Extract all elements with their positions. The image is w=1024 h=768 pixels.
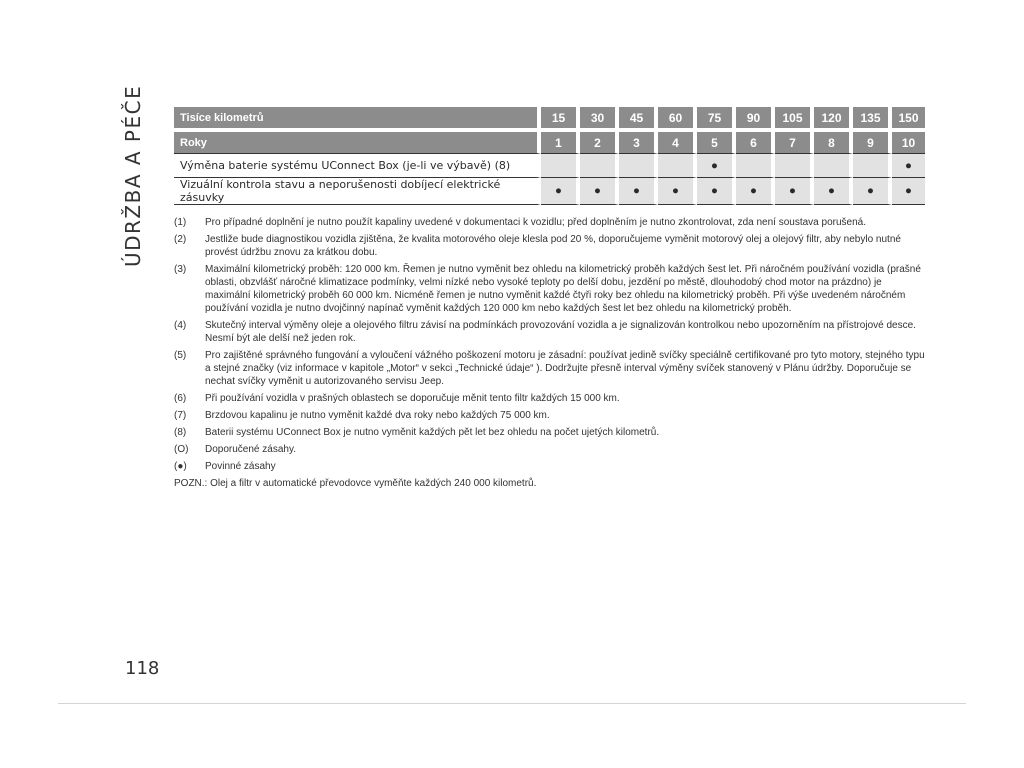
footnote-number: (2) bbox=[174, 234, 187, 245]
table-cell: 15 bbox=[541, 107, 580, 132]
maintenance-table bbox=[174, 107, 925, 205]
footnote-number: (3) bbox=[174, 264, 187, 275]
bottom-divider bbox=[58, 703, 966, 704]
row-label: Tisíce kilometrů bbox=[174, 107, 541, 132]
footnote-item bbox=[174, 460, 926, 473]
table-cell: ● bbox=[736, 178, 775, 205]
table-cell: ● bbox=[697, 178, 736, 205]
table-cell: 75 bbox=[697, 107, 736, 132]
table-cell bbox=[736, 154, 775, 178]
table-cell bbox=[814, 154, 853, 178]
table-cell: 10 bbox=[892, 132, 925, 154]
table-cell: 150 bbox=[892, 107, 925, 132]
footnote-text: Pro případné doplnění je nutno použít kapaliny uvedené v dokumentaci k vozidlu; před doplněním je nutno zkontrolovat, zda není soustava porušená. bbox=[205, 217, 866, 228]
table-cell: ● bbox=[814, 178, 853, 205]
footnote-text: Pro zajištěné správného fungování a vyloučení vážného poškození motoru je zásadní: používat jedině svíčky speciálně certifikované pro tyto motory, stejného typu a stejné značky (viz informace v kapitole „Motor“ v sekci „Technické údaje“ ). Dodržujte přesně interval výměny svíček stanovený v Plánu údržby. Doporučuje se nechat svíčky vyměnit u autorizovaného servisu Jeep. bbox=[205, 350, 925, 387]
section-title: ÚDRŽBA A PÉČE bbox=[121, 84, 145, 267]
table-cell: ● bbox=[619, 178, 658, 205]
table-cell: 135 bbox=[853, 107, 892, 132]
row-label: Vizuální kontrola stavu a neporušenosti dobíjecí elektrické zásuvky bbox=[174, 178, 541, 205]
table-cell: ● bbox=[853, 178, 892, 205]
table-row bbox=[174, 154, 925, 178]
row-label: Výměna baterie systému UConnect Box (je-li ve výbavě) (8) bbox=[174, 154, 541, 178]
footnote-text: Povinné zásahy bbox=[205, 461, 276, 472]
table-cell bbox=[619, 154, 658, 178]
table-cell: 45 bbox=[619, 107, 658, 132]
footnote-item bbox=[174, 263, 926, 315]
footnote-number: (O) bbox=[174, 444, 189, 455]
table-row bbox=[174, 178, 925, 205]
table-cell: 4 bbox=[658, 132, 697, 154]
table-cell: ● bbox=[697, 154, 736, 178]
footnote-text: Doporučené zásahy. bbox=[205, 444, 296, 455]
table-cell: ● bbox=[541, 178, 580, 205]
footnote-text: Při používání vozidla v prašných oblastech se doporučuje měnit tento filtr každých 15 000 km. bbox=[205, 393, 620, 404]
footnote-number: (6) bbox=[174, 393, 187, 404]
header-row-years bbox=[174, 132, 925, 154]
footnote-item bbox=[174, 216, 926, 229]
footnote-number: (7) bbox=[174, 410, 187, 421]
table-cell bbox=[853, 154, 892, 178]
footnote-item bbox=[174, 443, 926, 456]
table-cell: 6 bbox=[736, 132, 775, 154]
table-cell: 5 bbox=[697, 132, 736, 154]
footnote-text: Skutečný interval výměny oleje a olejového filtru závisí na podmínkách provozování vozidla a je signalizován kontrolkou nebo upozorněním na přístrojové desce. Nesmí být ale delší než jeden rok. bbox=[205, 320, 916, 344]
footnote-text: Jestliže bude diagnostikou vozidla zjištěna, že kvalita motorového oleje klesla pod 20 %, doporučujeme vyměnit motorový olej a olejový filtr, aby nebylo nutné provést údržbu znovu za krátkou dobu. bbox=[205, 234, 901, 258]
footnote-item bbox=[174, 233, 926, 259]
table-cell: ● bbox=[658, 178, 697, 205]
footnote-text: Baterii systému UConnect Box je nutno vyměnit každých pět let bez ohledu na počet ujetých kilometrů. bbox=[205, 427, 660, 438]
table-cell: 2 bbox=[580, 132, 619, 154]
table-cell bbox=[658, 154, 697, 178]
table-cell: ● bbox=[892, 154, 925, 178]
table-cell: 30 bbox=[580, 107, 619, 132]
page-number: 118 bbox=[125, 658, 160, 679]
footnote-number: (8) bbox=[174, 427, 187, 438]
table-cell bbox=[775, 154, 814, 178]
table-cell: 9 bbox=[853, 132, 892, 154]
table-cell: 60 bbox=[658, 107, 697, 132]
footnote-number: (1) bbox=[174, 217, 187, 228]
footnote-text: Brzdovou kapalinu je nutno vyměnit každé dva roky nebo každých 75 000 km. bbox=[205, 410, 550, 421]
table-cell: 1 bbox=[541, 132, 580, 154]
footnote-number: (4) bbox=[174, 320, 187, 331]
table-cell: 120 bbox=[814, 107, 853, 132]
table-cell: 7 bbox=[775, 132, 814, 154]
table-cell: 3 bbox=[619, 132, 658, 154]
table-cell: ● bbox=[580, 178, 619, 205]
table-cell: 8 bbox=[814, 132, 853, 154]
row-label: Roky bbox=[174, 132, 541, 154]
table-cell: 90 bbox=[736, 107, 775, 132]
table-cell bbox=[541, 154, 580, 178]
footnote-item bbox=[174, 349, 926, 388]
header-row-kilometers bbox=[174, 107, 925, 132]
final-note: POZN.: Olej a filtr v automatické převodovce vyměňte každých 240 000 kilometrů. bbox=[174, 478, 537, 489]
footnotes bbox=[174, 216, 926, 490]
footnote-number: (●) bbox=[174, 461, 187, 472]
footnote-text: Maximální kilometrický proběh: 120 000 km. Řemen je nutno vyměnit bez ohledu na kilometrický proběh každých šest let. Při náročném používání vozidla (prašné oblasti, obzvlášť náročné klimatizace podmínky, velmi nízké nebo vysoké teploty po delší dobu, jezdění po městě, dlouhodobý chod motor na prázdno) je maximální kilometrický proběh 60 000 km. Nicméně řemen je nutno vyměnit každé čtyři roky bez ohledu na kilometrický proběh. Při výše uvedeném náročném používání vozidla je nutno dvojčinný napínač vyměnit každých 120 000 km nebo každých šest let bez ohledu na kilometrický proběh. bbox=[205, 264, 921, 314]
table-cell: ● bbox=[775, 178, 814, 205]
footnote-number: (5) bbox=[174, 350, 187, 361]
table-cell: ● bbox=[892, 178, 925, 205]
footnote-item bbox=[174, 319, 926, 345]
footnote-item bbox=[174, 392, 926, 405]
table-cell: 105 bbox=[775, 107, 814, 132]
table-cell bbox=[580, 154, 619, 178]
footnote-item bbox=[174, 426, 926, 439]
footnote-item bbox=[174, 409, 926, 422]
